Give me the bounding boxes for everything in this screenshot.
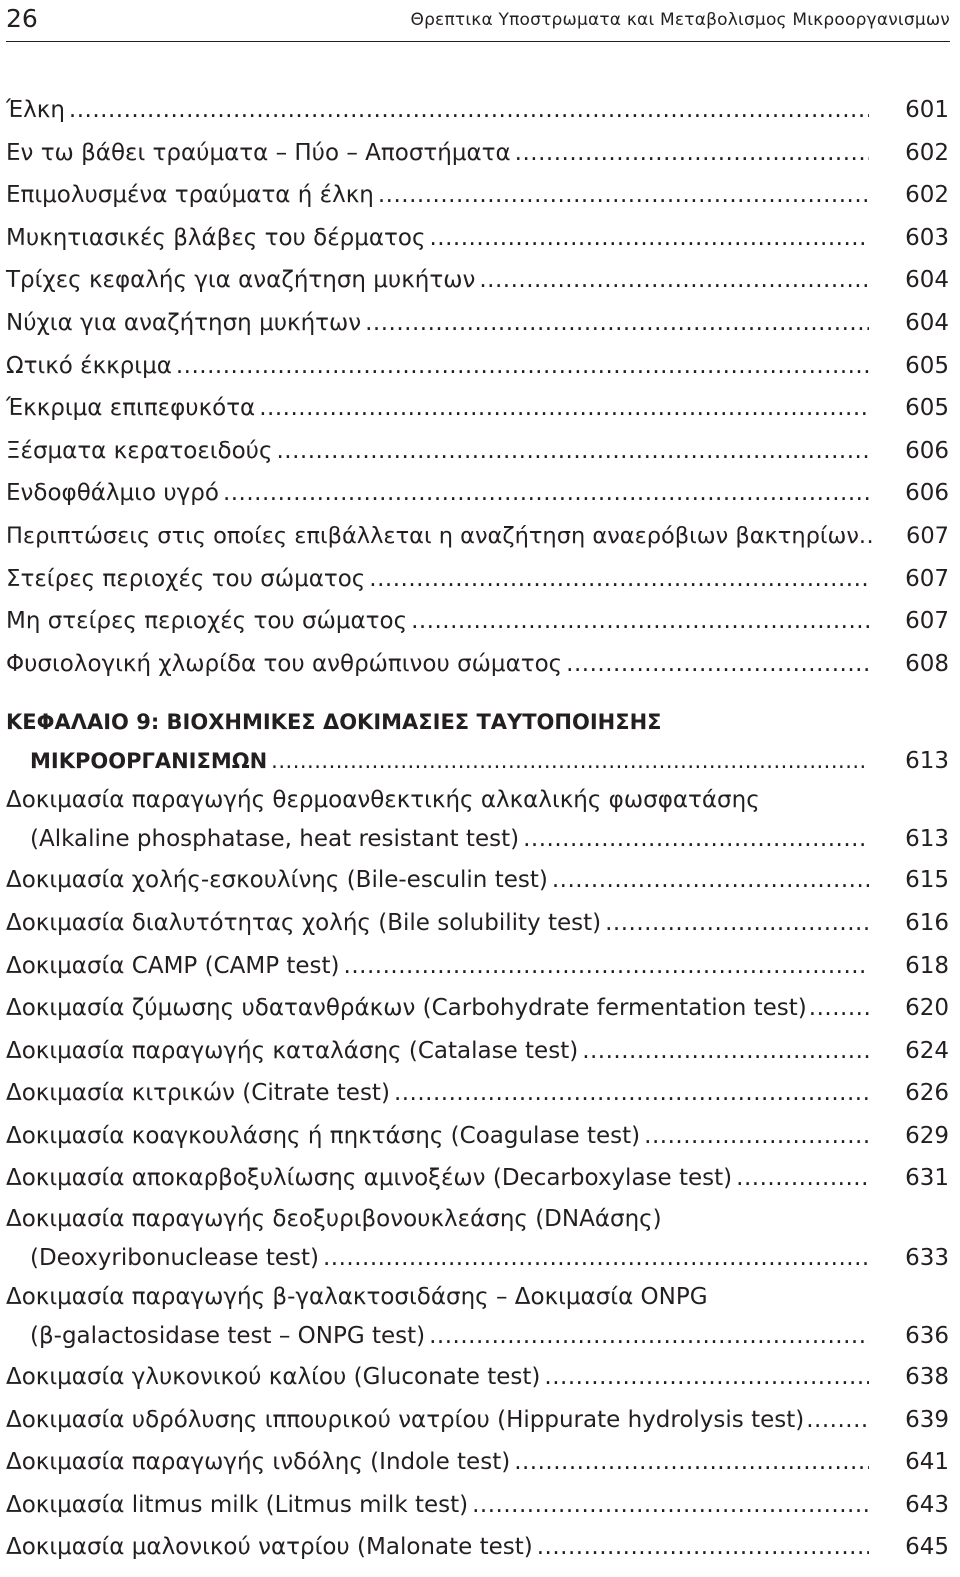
toc-entry	[6, 1157, 949, 1200]
toc-entry-page: 607	[906, 522, 949, 549]
chapter-heading-row	[6, 741, 949, 781]
toc-entry-title: Στείρες περιοχές του σώματος	[6, 565, 366, 592]
page-number: 26	[6, 4, 38, 33]
toc-entry-title: Μυκητιασικές βλάβες του δέρματος	[6, 224, 426, 251]
toc-entry-title: Τρίχες κεφαλής για αναζήτηση μυκήτων	[6, 267, 476, 294]
toc-entry-page: 607	[905, 608, 949, 635]
toc-entry-title: Ενδοφθάλμιο υγρό	[6, 480, 219, 507]
dot-leader	[514, 1441, 869, 1484]
running-title: Θρεπτικα Υποστρωματα και Μεταβολισμος Μικροοργανισμων	[410, 10, 950, 30]
toc-entry-page: 604	[905, 267, 949, 294]
toc-entry	[6, 945, 949, 988]
toc-entry-title: Νύχια για αναζήτηση μυκήτων	[6, 309, 362, 336]
dot-leader	[859, 515, 875, 558]
toc-entry	[6, 259, 949, 302]
table-of-contents	[6, 89, 949, 1569]
toc-entry-page: 638	[905, 1364, 949, 1391]
toc-entry-title: Επιμολυσμένα τραύματα ή έλκη	[6, 182, 374, 209]
dot-leader	[736, 1157, 869, 1200]
chapter-heading-continuation: ΜΙΚΡΟΟΡΓΑΝΙΣΜΩΝ	[30, 749, 268, 774]
dot-leader	[259, 387, 869, 430]
toc-entry	[6, 387, 949, 430]
dot-leader	[429, 1317, 869, 1356]
toc-entry-page: 603	[905, 224, 949, 251]
toc-entry	[6, 820, 949, 859]
toc-entry	[6, 902, 949, 945]
dot-leader	[809, 987, 871, 1030]
toc-entry-title: Δοκιμασία αποκαρβοξυλίωσης αμινοξέων (Decarboxylase test)	[6, 1165, 733, 1192]
toc-entry-title: Δοκιμασία litmus milk (Litmus milk test)	[6, 1491, 469, 1518]
dot-leader	[223, 472, 869, 515]
toc-entry-page: 615	[905, 867, 949, 894]
toc-entry	[6, 558, 949, 601]
toc-entry-page: 607	[905, 565, 949, 592]
toc-entry-page: 629	[905, 1122, 949, 1149]
toc-entry-title: Δοκιμασία κοαγκουλάσης ή πηκτάσης (Coagulase test)	[6, 1122, 641, 1149]
toc-entry-title: Ξέσματα κερατοειδούς	[6, 437, 273, 464]
dot-leader	[378, 174, 869, 217]
toc-entry	[6, 1317, 949, 1356]
toc-entry	[6, 217, 949, 260]
dot-leader	[515, 132, 869, 175]
toc-entry-page: 641	[905, 1449, 949, 1476]
toc-entry-title: Δοκιμασία γλυκονικού καλίου (Gluconate test)	[6, 1364, 541, 1391]
toc-entry-page: 601	[905, 97, 949, 123]
dot-leader	[566, 643, 869, 686]
toc-entry	[6, 472, 949, 515]
toc-entry-first-line: Δοκιμασία παραγωγής β-γαλακτοσιδάσης – Δοκιμασία ONPG	[6, 1284, 708, 1311]
dot-leader	[472, 1484, 869, 1527]
toc-entry	[6, 132, 949, 175]
toc-entry-page: 602	[905, 182, 949, 209]
toc-entry-page: 605	[905, 352, 949, 379]
dot-leader	[552, 859, 869, 902]
toc-entry-page: 631	[905, 1165, 949, 1192]
toc-entry-title: Δοκιμασία παραγωγής καταλάσης (Catalase test)	[6, 1037, 579, 1064]
toc-entry	[6, 345, 949, 388]
toc-entry	[6, 1072, 949, 1115]
dot-leader	[344, 945, 869, 988]
dot-leader	[644, 1115, 869, 1158]
chapter-page: 613	[905, 748, 949, 775]
toc-entry-page: 606	[905, 437, 949, 464]
dot-leader	[429, 217, 869, 260]
toc-entry	[6, 302, 949, 345]
dot-leader	[523, 820, 869, 859]
toc-entry-page: 636	[905, 1323, 949, 1350]
toc-entry-page: 643	[905, 1491, 949, 1518]
toc-entry	[6, 1356, 949, 1399]
toc-entry-title: Ωτικό έκκριμα	[6, 352, 172, 379]
toc-entry-page: 606	[905, 480, 949, 507]
toc-entry-title: Έκκριμα επιπεφυκότα	[6, 395, 256, 422]
dot-leader	[544, 1356, 869, 1399]
toc-entry-title: Δοκιμασία μαλονικού νατρίου (Malonate test)	[6, 1534, 533, 1561]
toc-entry-page: 639	[905, 1406, 949, 1433]
dot-leader	[411, 600, 869, 643]
toc-entry-title: Μη στείρες περιοχές του σώματος	[6, 608, 408, 635]
dot-leader	[271, 741, 869, 781]
chapter-heading: ΚΕΦΑΛΑΙΟ 9: ΒΙΟΧΗΜΙΚΕΣ ΔΟΚΙΜΑΣΙΕΣ ΤΑΥΤΟΠΟΙΗΣΗΣ	[6, 710, 662, 735]
dot-leader	[605, 902, 869, 945]
toc-entry-title: Δοκιμασία CAMP (CAMP test)	[6, 952, 340, 979]
toc-entry-title: Δοκιμασία διαλυτότητας χολής (Bile solubility test)	[6, 909, 602, 936]
dot-leader	[806, 1399, 871, 1442]
dot-leader	[323, 1239, 869, 1278]
toc-entry-page: 624	[905, 1037, 949, 1064]
dot-leader	[394, 1072, 869, 1115]
dot-leader	[479, 259, 869, 302]
header-rule	[6, 41, 950, 42]
toc-entry-page: 613	[905, 826, 949, 853]
toc-entry	[6, 430, 949, 473]
toc-entry-title: (Alkaline phosphatase, heat resistant test)	[30, 826, 520, 853]
dot-leader	[369, 558, 869, 601]
dot-leader	[69, 89, 869, 132]
toc-entry-page: 618	[905, 952, 949, 979]
toc-entry	[6, 1399, 949, 1442]
toc-entry-title: Φυσιολογική χλωρίδα του ανθρώπινου σώματος	[6, 650, 563, 677]
toc-entry-title: Δοκιμασία ζύμωσης υδατανθράκων (Carbohydrate fermentation test)	[6, 995, 807, 1022]
toc-entry-page: 608	[905, 650, 949, 677]
toc-entry-page: 626	[905, 1080, 949, 1107]
toc-entry-first-line: Δοκιμασία παραγωγής δεοξυριβονουκλεάσης (DNAάσης)	[6, 1206, 662, 1233]
toc-entry-first-line: Δοκιμασία παραγωγής θερμοανθεκτικής αλκαλικής φωσφατάσης	[6, 787, 760, 814]
toc-entry-page: 604	[905, 309, 949, 336]
toc-entry-page: 633	[905, 1245, 949, 1272]
toc-entry-page: 616	[905, 909, 949, 936]
toc-entry	[6, 1441, 949, 1484]
toc-entry	[6, 174, 949, 217]
toc-entry-page: 602	[905, 139, 949, 166]
toc-entry	[6, 600, 949, 643]
toc-entry-title: Δοκιμασία παραγωγής ινδόλης (Indole test)	[6, 1449, 511, 1476]
toc-entry	[6, 859, 949, 902]
toc-entry	[6, 515, 949, 558]
toc-entry	[6, 1526, 949, 1569]
page-header	[6, 0, 950, 42]
toc-entry	[6, 89, 949, 132]
toc-entry-page: 620	[905, 995, 949, 1022]
toc-entry	[6, 1115, 949, 1158]
toc-entry-title: Εν τω βάθει τραύματα – Πύο – Αποστήματα	[6, 139, 511, 166]
toc-entry-title: Δοκιμασία χολής-εσκουλίνης (Bile-esculin test)	[6, 867, 548, 894]
dot-leader	[176, 345, 869, 388]
toc-entry-page: 605	[905, 395, 949, 422]
toc-entry	[6, 1239, 949, 1278]
dot-leader	[582, 1030, 869, 1073]
toc-entry-title: Δοκιμασία υδρόλυσης ιππουρικού νατρίου (Hippurate hydrolysis test)	[6, 1406, 805, 1433]
dot-leader	[537, 1526, 869, 1569]
toc-entry-title: (β-galactosidase test – ONPG test)	[30, 1323, 426, 1350]
toc-entry-title: Δοκιμασία κιτρικών (Citrate test)	[6, 1080, 390, 1107]
dot-leader	[365, 302, 869, 345]
toc-entry	[6, 1484, 949, 1527]
toc-entry	[6, 987, 949, 1030]
toc-entry-title: (Deoxyribonuclease test)	[30, 1245, 319, 1272]
toc-entry-title: Περιπτώσεις στις οποίες επιβάλλεται η αναζήτηση αναερόβιων βακτηρίων	[6, 522, 859, 549]
toc-entry-page: 645	[905, 1534, 949, 1561]
toc-entry	[6, 1030, 949, 1073]
toc-entry-title: Έλκη	[6, 97, 65, 123]
dot-leader	[277, 430, 870, 473]
toc-entry	[6, 643, 949, 686]
